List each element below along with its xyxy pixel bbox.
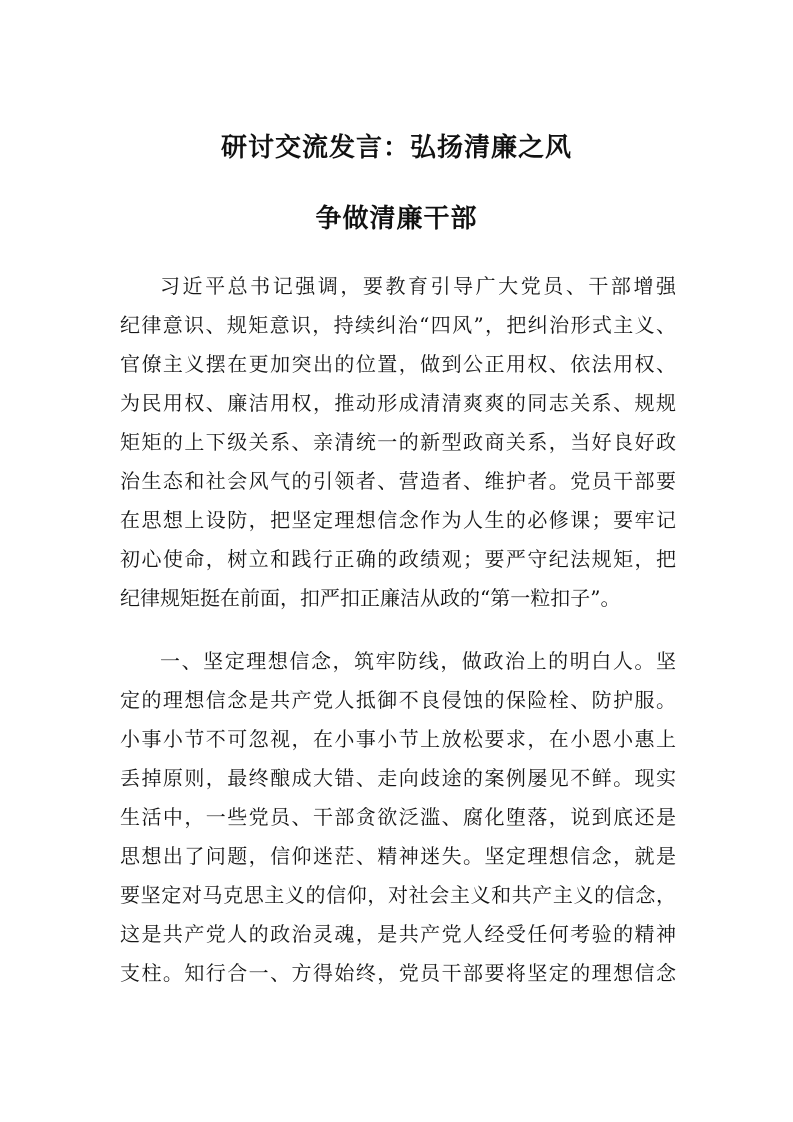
section-1-line-6: 思想出了问题，信仰迷茫、精神迷失。坚定理想信念，就是 — [120, 844, 676, 868]
section-1-line-8: 这是共产党人的政治灵魂，是共产党人经受任何考验的精神 — [120, 922, 676, 946]
document-title-line-2: 争做清廉干部 — [315, 204, 478, 234]
section-1-line-4: 丢掉原则，最终酿成大错、走向歧途的案例屡见不鲜。现实 — [120, 766, 676, 790]
document-title-line-1: 研讨交流发言：弘扬清廉之风 — [220, 133, 572, 163]
body-line-2: 纪律意识、规矩意识，持续纠治“四风”，把纠治形式主义、 — [120, 313, 676, 337]
section-1-line-1: 一、坚定理想信念，筑牢防线，做政治上的明白人。坚 — [160, 649, 676, 673]
body-line-6: 治生态和社会风气的引领者、营造者、维护者。党员干部要 — [120, 469, 676, 493]
body-line-9: 纪律规矩挺在前面，扣严扣正廉洁从政的“第一粒扣子”。 — [120, 586, 621, 610]
section-1-line-7: 要坚定对马克思主义的信仰，对社会主义和共产主义的信念， — [120, 883, 676, 907]
section-1-line-3: 小事小节不可忽视，在小事小节上放松要求，在小恩小惠上 — [120, 727, 676, 751]
section-1-line-9: 支柱。知行合一、方得始终，党员干部要将坚定的理想信念 — [120, 961, 676, 985]
body-line-8: 初心使命，树立和践行正确的政绩观；要严守纪法规矩，把 — [120, 547, 676, 571]
body-line-4: 为民用权、廉洁用权，推动形成清清爽爽的同志关系、规规 — [120, 391, 676, 415]
body-line-3: 官僚主义摆在更加突出的位置，做到公正用权、依法用权、 — [120, 352, 676, 376]
body-line-5: 矩矩的上下级关系、亲清统一的新型政商关系，当好良好政 — [120, 430, 676, 454]
body-line-1: 习近平总书记强调，要教育引导广大党员、干部增强 — [160, 274, 676, 298]
body-line-7: 在思想上设防，把坚定理想信念作为人生的必修课；要牢记 — [120, 508, 676, 532]
section-1-line-2: 定的理想信念是共产党人抵御不良侵蚀的保险栓、防护服。 — [120, 688, 676, 712]
section-1-line-5: 生活中，一些党员、干部贪欲泛滥、腐化堕落，说到底还是 — [120, 805, 676, 829]
